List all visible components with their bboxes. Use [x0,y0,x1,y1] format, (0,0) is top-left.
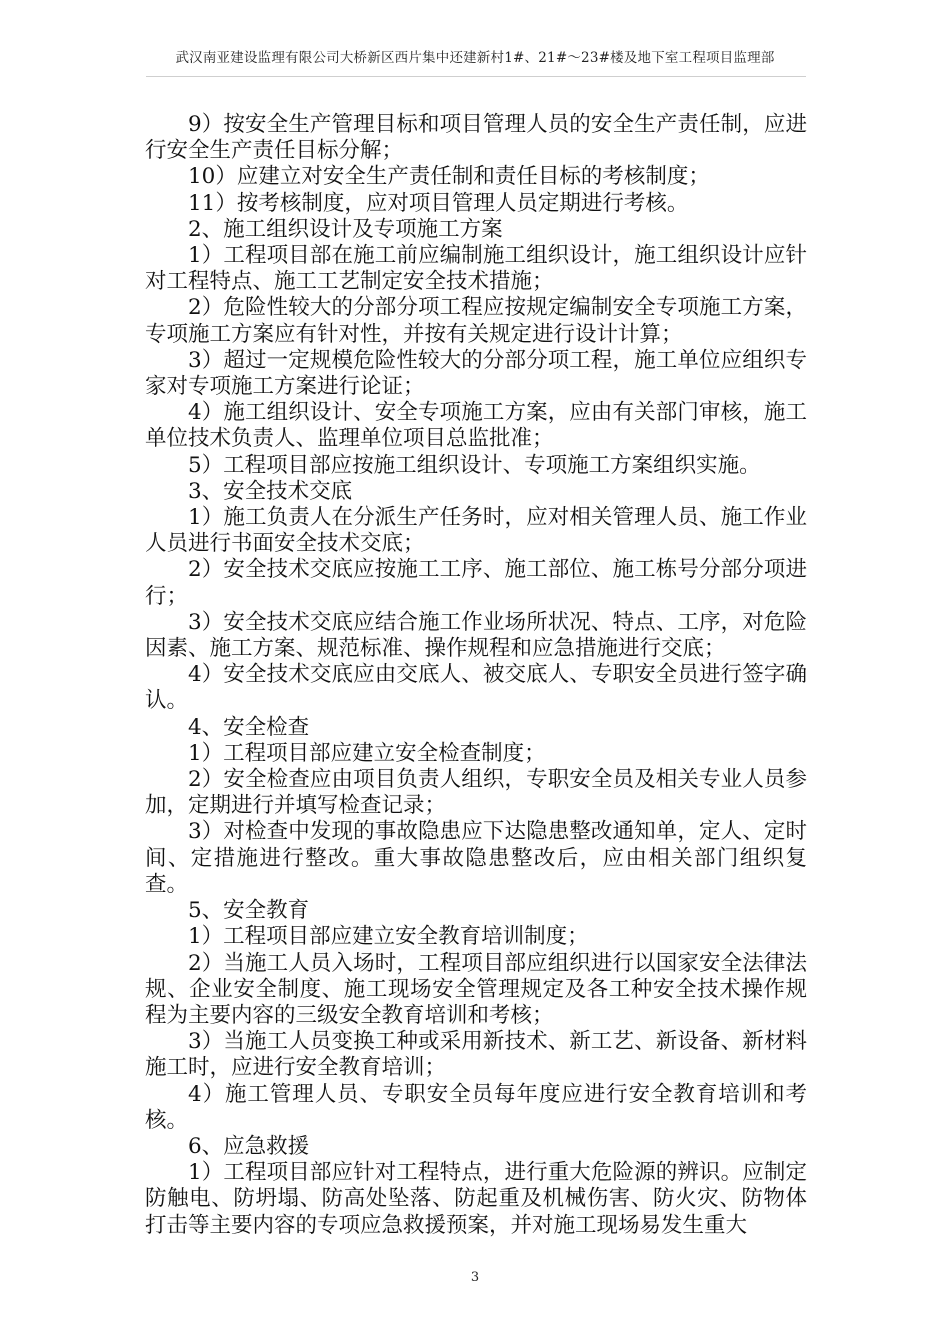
page-number: 3 [470,1270,480,1285]
section-heading: 6、应急救援 [188,1133,310,1159]
paragraph: 1）施工负责人在分派生产任务时，应对相关管理人员、施工作业人员进行书面安全技术交底； [145,505,807,557]
page-header: 武汉南亚建设监理有限公司大桥新区西片集中还建新村1#、21#～23#楼及地下室工程项目监理部 [175,50,775,66]
paragraph: 4）施工组织设计、安全专项施工方案，应由有关部门审核，施工单位技术负责人、监理单位项目总监批准； [145,400,807,452]
section-heading: 4、安全检查 [188,714,310,740]
paragraph: 3）当施工人员变换工种或采用新技术、新工艺、新设备、新材料施工时，应进行安全教育培训； [145,1029,807,1081]
paragraph: 1）工程项目部在施工前应编制施工组织设计，施工组织设计应针对工程特点、施工工艺制定安全技术措施； [145,243,807,295]
paragraph: 4）施工管理人员、专职安全员每年度应进行安全教育培训和考核。 [145,1081,807,1133]
paragraph: 2）当施工人员入场时，工程项目部应组织进行以国家安全法律法规、企业安全制度、施工现场安全管理规定及各工种安全技术操作规程为主要内容的三级安全教育培训和考核； [145,950,807,1028]
section-heading: 2、施工组织设计及专项施工方案 [188,216,503,242]
paragraph: 1）工程项目部应建立安全教育培训制度； [188,924,589,950]
section-heading: 3、安全技术交底 [188,478,353,504]
paragraph: 2）危险性较大的分部分项工程应按规定编制安全专项施工方案，专项施工方案应有针对性，并按有关规定进行设计计算； [145,295,807,347]
paragraph: 1）工程项目部应针对工程特点，进行重大危险源的辨识。应制定防触电、防坍塌、防高处坠落、防起重及机械伤害、防火灾、防物体打击等主要内容的专项应急救援预案，并对施工现场易发生重大 [145,1160,807,1238]
paragraph: 2）安全技术交底应按施工工序、施工部位、施工栋号分部分项进行； [145,557,807,609]
paragraph: 3）对检查中发现的事故隐患应下达隐患整改通知单，定人、定时间、定措施进行整改。重大事故隐患整改后，应由相关部门组织复查。 [145,819,807,897]
paragraph: 9）按安全生产管理目标和项目管理人员的安全生产责任制，应进行安全生产责任目标分解； [145,112,807,164]
section-heading: 5、安全教育 [188,898,310,924]
document-body [145,112,807,1239]
paragraph: 4）安全技术交底应由交底人、被交底人、专职安全员进行签字确认。 [145,662,807,714]
paragraph: 3）超过一定规模危险性较大的分部分项工程，施工单位应组织专家对专项施工方案进行论证； [145,347,807,400]
paragraph: 1）工程项目部应建立安全检查制度； [188,740,546,766]
header-divider [146,76,806,77]
paragraph: 5）工程项目部应按施工组织设计、专项施工方案组织实施。 [188,452,761,478]
paragraph: 3）安全技术交底应结合施工作业场所状况、特点、工序，对危险因素、施工方案、规范标准、操作规程和应急措施进行交底； [145,609,807,662]
paragraph: 10）应建立对安全生产责任制和责任目标的考核制度； [188,164,710,190]
paragraph: 11）按考核制度，应对项目管理人员定期进行考核。 [188,190,689,216]
paragraph: 2）安全检查应由项目负责人组织，专职安全员及相关专业人员参加，定期进行并填写检查记录； [145,767,807,819]
